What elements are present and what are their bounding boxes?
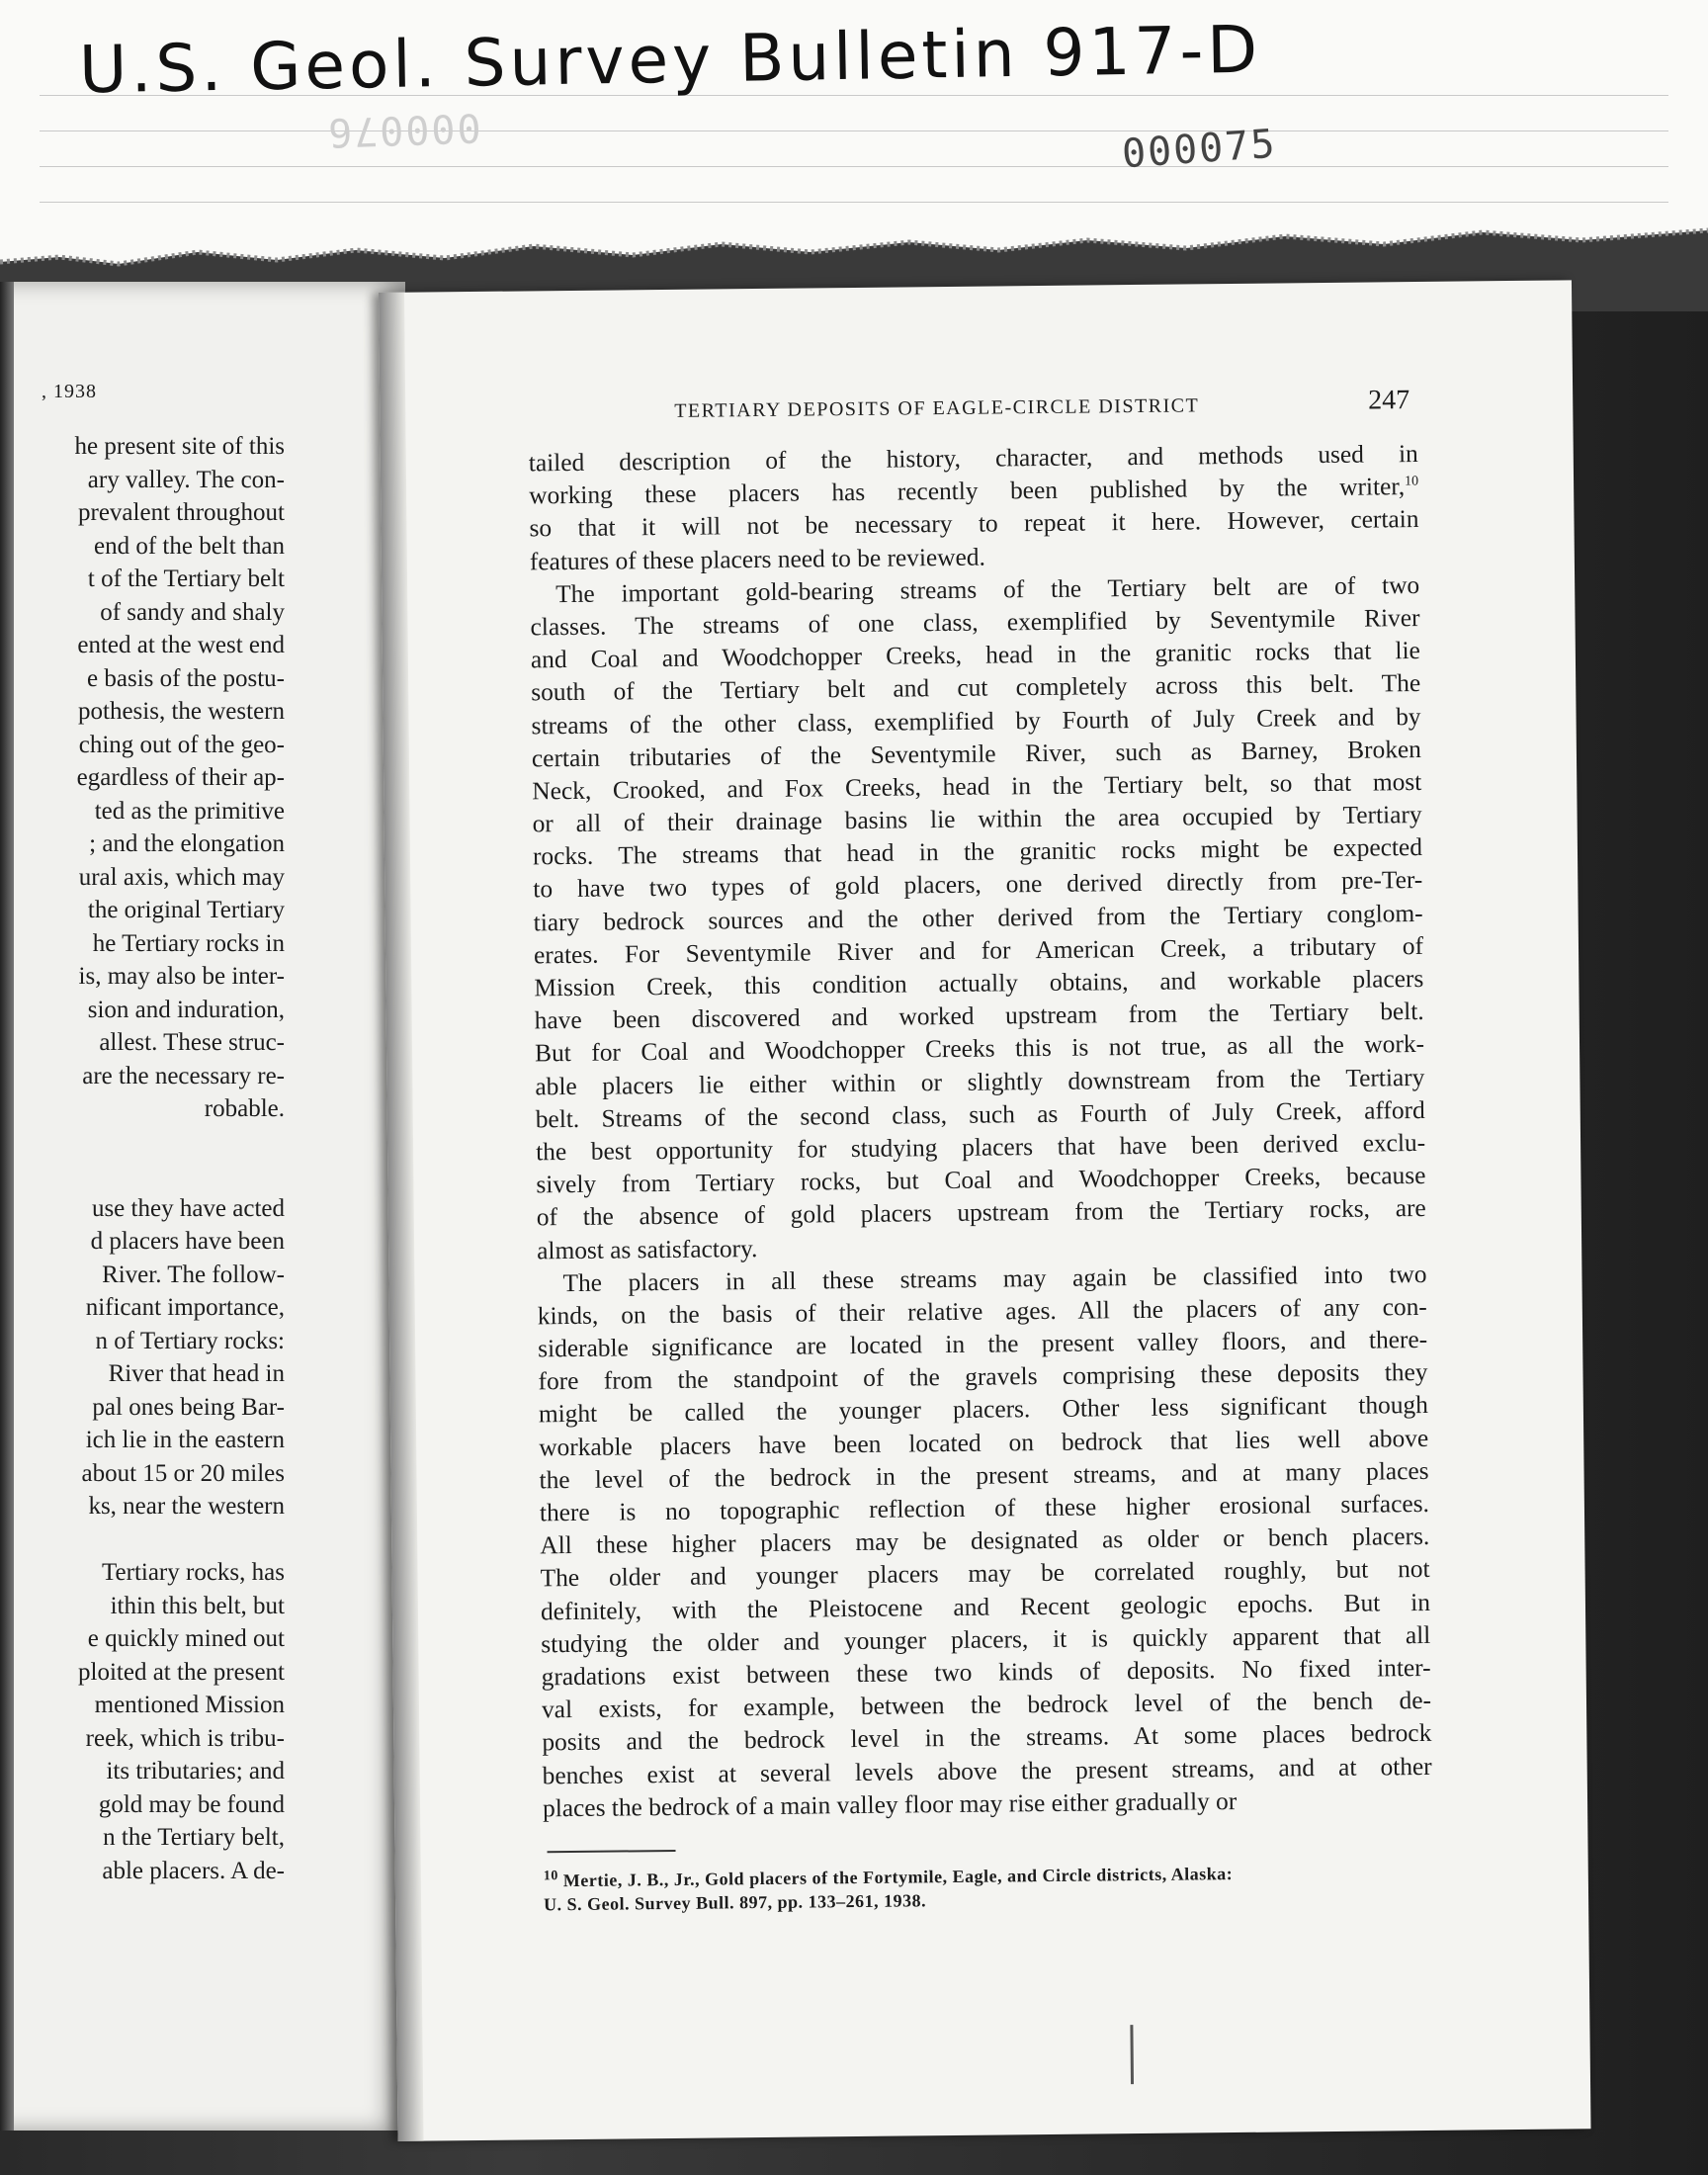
left-text-line: ks, near the western: [88, 1493, 285, 1520]
left-text-line: [75, 1126, 285, 1160]
left-text-line: d placers have been: [90, 1228, 285, 1255]
text-line: might be called the younger placers. Other less significant though: [538, 1391, 1428, 1429]
ruled-line: [40, 130, 1668, 131]
left-text-line: ithin this belt, but: [110, 1592, 285, 1619]
left-text-line: reek, which is tribu-: [85, 1724, 285, 1752]
left-text-line: he Tertiary rocks in: [92, 929, 285, 957]
footnote-divider: [548, 1850, 676, 1853]
left-text-line: end of the belt than: [94, 532, 285, 560]
footnote: [544, 1860, 1433, 1916]
paragraph: [530, 569, 1426, 1267]
text-line: places the bedrock of a main valley floor may rise either gradually or: [542, 1786, 1238, 1823]
text-line: so that it will not be necessary to repeat it here. However, certain: [529, 505, 1419, 543]
left-text-line: n of Tertiary rocks:: [95, 1327, 285, 1354]
text-line: Mission Creek, this condition actually obtains, and workable placers: [534, 964, 1424, 1002]
text-line: tailed description of the history, character, and methods used in: [528, 439, 1418, 478]
left-text-line: able placers. A de-: [102, 1857, 285, 1884]
left-text-line: Tertiary rocks, has: [102, 1559, 285, 1586]
page-number: 247: [1368, 385, 1410, 416]
left-text-line: robable.: [204, 1095, 285, 1122]
text-line: kinds, on the basis of their relative ages. All the placers of any con-: [537, 1292, 1427, 1331]
left-text-line: about 15 or 20 miles: [81, 1459, 285, 1487]
text-line: The important gold-bearing streams of the Tertiary belt are of two: [555, 570, 1420, 608]
left-text-line: gold may be found: [98, 1790, 285, 1818]
text-line: the level of the bedrock in the present streams, and at many places: [539, 1456, 1429, 1495]
footnote-text: Mertie, J. B., Jr., Gold placers of the Fortymile, Eagle, and Circle districts, Alaska:: [562, 1864, 1234, 1891]
text-line: fore from the standpoint of the gravels comprising these deposits they: [538, 1358, 1428, 1396]
left-text-line: River that head in: [108, 1360, 285, 1387]
left-text-line: n the Tertiary belt,: [103, 1824, 285, 1851]
text-line-content: working these placers has recently been published by the writer,: [529, 473, 1406, 510]
handwritten-title: U.S. Geol. Survey Bulletin 917-D: [78, 11, 1262, 109]
paragraph: [529, 438, 1419, 578]
left-text-line: River. The follow-: [102, 1261, 285, 1288]
left-text-line: mentioned Mission: [94, 1692, 285, 1718]
left-text-line: nificant importance,: [85, 1294, 285, 1321]
text-line: there is no topographic reflection of these higher erosional surfaces.: [539, 1489, 1430, 1527]
left-text-line: prevalent throughout: [78, 499, 285, 526]
text-line: studying the older and younger placers, it is quickly apparent that all: [541, 1620, 1431, 1659]
text-line: But for Coal and Woodchopper Creeks this is not true, as all the work-: [534, 1030, 1425, 1068]
footnote-line: U. S. Geol. Survey Bull. 897, pp. 133–261, 1938.: [543, 1890, 927, 1915]
running-head: TERTIARY DEPOSITS OF EAGLE-CIRCLE DISTRICT: [674, 394, 1200, 422]
text-line: definitely, with the Pleistocene and Recent geologic epochs. But in: [540, 1588, 1431, 1625]
left-page-text: [75, 430, 285, 1887]
text-line: classes. The streams of one class, exemplified by Seventymile River: [530, 603, 1420, 642]
text-line: All these higher placers may be designated as older or bench placers.: [540, 1522, 1430, 1560]
stamp-number: 000075: [1120, 121, 1278, 178]
footnote-reference: 10: [1404, 474, 1419, 489]
left-text-line: pal ones being Bar-: [92, 1393, 285, 1421]
left-text-line: is, may also be inter-: [78, 963, 285, 990]
text-line: able placers lie either within or slightly downstream from the Tertiary: [535, 1063, 1425, 1100]
text-line: benches exist at several levels above the present streams, and at other: [542, 1752, 1432, 1789]
ghost-stamp-number: 000076: [325, 104, 482, 155]
left-text-line: ented at the west end: [77, 632, 285, 658]
ruled-line: [40, 202, 1668, 203]
text-line: erates. For Seventymile River and for American Creek, a tributary of: [533, 931, 1424, 970]
left-text-line: ploited at the present: [78, 1658, 285, 1686]
text-line: tiary bedrock sources and the other derived from the Tertiary conglom-: [533, 899, 1423, 937]
left-text-line: t of the Tertiary belt: [87, 566, 285, 592]
left-text-line: allest. These struc-: [99, 1029, 285, 1056]
text-line: streams of the other class, exemplified by Fourth of July Creek and by: [531, 702, 1421, 740]
left-text-line: ted as the primitive: [94, 797, 285, 825]
left-text-line: ary valley. The con-: [87, 466, 285, 493]
left-text-line: ural axis, which may: [78, 863, 285, 891]
left-text-line: are the necessary re-: [82, 1062, 285, 1089]
stray-mark: [1130, 2025, 1134, 2084]
left-text-line: he present site of this: [74, 433, 285, 460]
left-book-page: [0, 282, 405, 2131]
text-line: rocks. The streams that head in the granitic rocks might be expected: [532, 833, 1423, 871]
text-line: south of the Tertiary belt and cut completely across this belt. The: [531, 669, 1421, 707]
text-line: siderable significance are located in the present valley floors, and there-: [538, 1326, 1428, 1363]
left-text-line: ching out of the geo-: [78, 731, 285, 758]
left-text-line: e basis of the postu-: [87, 664, 285, 692]
left-text-line: pothesis, the western: [78, 698, 285, 725]
left-text-line: of sandy and shaly: [100, 598, 285, 626]
text-line: almost as satisfactory.: [537, 1234, 758, 1264]
right-book-page: [379, 280, 1591, 2141]
text-line: The older and younger placers may be correlated roughly, but not: [540, 1555, 1430, 1593]
text-line: certain tributaries of the Seventymile River, such as Barney, Broken: [531, 735, 1422, 773]
text-line: the best opportunity for studying placers that have been derived exclu-: [535, 1128, 1426, 1167]
text-line: The placers in all these streams may again be classified into two: [562, 1260, 1427, 1297]
text-line: Neck, Crooked, and Fox Creeks, head in the Tertiary belt, so that most: [532, 767, 1422, 806]
ruled-line: [40, 166, 1668, 167]
text-line: gradations exist between these two kinds of deposits. No fixed inter-: [541, 1653, 1431, 1692]
text-line: have been discovered and worked upstream from the Tertiary belt.: [534, 998, 1424, 1035]
left-text-line: ich lie in the eastern: [85, 1427, 285, 1453]
text-line: or all of their drainage basins lie within the area occupied by Tertiary: [532, 801, 1422, 838]
left-text-line: egardless of their ap-: [76, 764, 285, 791]
text-line: val exists, for example, between the bedrock level of the bench de-: [541, 1687, 1432, 1724]
text-line: workable placers have been located on bedrock that lies well above: [539, 1424, 1429, 1461]
footnote-marker: 10: [543, 1869, 558, 1884]
text-line: belt. Streams of the second class, such as Fourth of July Creek, afford: [535, 1095, 1425, 1134]
left-text-line: the original Tertiary: [87, 897, 285, 923]
text-line: posits and the bedrock level in the streams. At some places bedrock: [542, 1719, 1432, 1757]
left-text-line: use they have acted: [91, 1194, 285, 1222]
text-line: to have two types of gold placers, one derived directly from pre-Ter-: [533, 866, 1423, 904]
text-line: features of these placers need to be reviewed.: [529, 543, 986, 575]
left-text-line: its tributaries; and: [106, 1758, 285, 1784]
text-line: sively from Tertiary rocks, but Coal and Woodchopper Creeks, because: [536, 1162, 1426, 1199]
left-text-line: ; and the elongation: [89, 830, 285, 857]
left-text-line: [75, 1159, 285, 1192]
left-text-line: sion and induration,: [87, 996, 285, 1023]
left-text-line: e quickly mined out: [87, 1625, 285, 1652]
left-page-header: , 1938: [42, 381, 97, 402]
text-line: and Coal and Woodchopper Creeks, head in the granitic rocks that lie: [530, 637, 1420, 674]
left-text-line: [75, 1523, 285, 1557]
body-text: [529, 438, 1433, 1825]
text-line: of the absence of gold placers upstream from the Tertiary rocks, are: [536, 1194, 1426, 1232]
paragraph: [537, 1259, 1432, 1826]
